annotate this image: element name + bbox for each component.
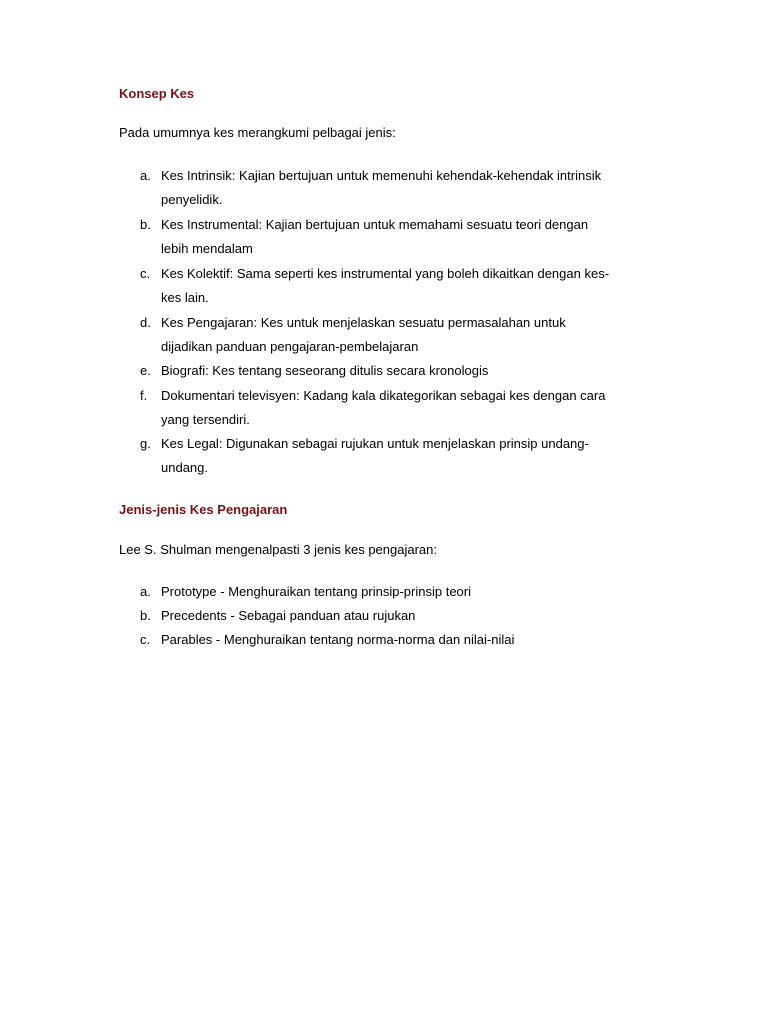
list-item-line: Prototype - Menghuraikan tentang prinsip-prinsip teori bbox=[161, 584, 472, 599]
list-marker: d. bbox=[140, 315, 151, 330]
list-item-text bbox=[161, 311, 651, 359]
list-item-line: Kes Legal: Digunakan sebagai rujukan untuk menjelaskan prinsip undang- bbox=[161, 436, 589, 451]
list-marker: a. bbox=[140, 168, 151, 183]
list-marker: c. bbox=[140, 632, 151, 647]
list-item-line: kes lain. bbox=[161, 290, 209, 305]
list-item-text bbox=[161, 213, 651, 261]
list-item-line: dijadikan panduan pengajaran-pembelajaran bbox=[161, 339, 419, 354]
list-marker: f. bbox=[140, 388, 148, 403]
list-item-line: lebih mendalam bbox=[161, 241, 253, 256]
list-item-line: Kes Kolektif: Sama seperti kes instrumental yang boleh dikaitkan dengan kes- bbox=[161, 266, 610, 281]
list-item-text bbox=[161, 384, 651, 432]
list-marker: a. bbox=[140, 584, 151, 599]
list-item-text bbox=[161, 262, 651, 310]
list-marker: g. bbox=[140, 436, 151, 451]
list-marker: c. bbox=[140, 266, 151, 281]
list-item-text bbox=[161, 628, 651, 652]
section-intro-jenis-kes-pengajaran: Lee S. Shulman mengenalpasti 3 jenis kes pengajaran: bbox=[119, 542, 437, 557]
list-marker: e. bbox=[140, 363, 151, 378]
list-item-line: Parables - Menghuraikan tentang norma-norma dan nilai-nilai bbox=[161, 632, 515, 647]
list-item-line: Kes Pengajaran: Kes untuk menjelaskan sesuatu permasalahan untuk bbox=[161, 315, 566, 330]
list-item-text bbox=[161, 432, 651, 480]
list-item-line: yang tersendiri. bbox=[161, 412, 250, 427]
list-item-line: Precedents - Sebagai panduan atau rujukan bbox=[161, 608, 416, 623]
list-item-text bbox=[161, 604, 651, 628]
list-item-line: Dokumentari televisyen: Kadang kala dikategorikan sebagai kes dengan cara bbox=[161, 388, 606, 403]
list-marker: b. bbox=[140, 608, 151, 623]
section-intro-konsep-kes: Pada umumnya kes merangkumi pelbagai jenis: bbox=[119, 125, 396, 140]
list-item-line: undang. bbox=[161, 460, 208, 475]
list-item-text bbox=[161, 359, 651, 383]
list-item-text bbox=[161, 580, 651, 604]
list-item-text bbox=[161, 164, 651, 212]
list-item-line: Kes Instrumental: Kajian bertujuan untuk memahami sesuatu teori dengan bbox=[161, 217, 589, 232]
list-marker: b. bbox=[140, 217, 151, 232]
list-item-line: Biografi: Kes tentang seseorang ditulis secara kronologis bbox=[161, 363, 489, 378]
list-item-line: Kes Intrinsik: Kajian bertujuan untuk memenuhi kehendak-kehendak intrinsik bbox=[161, 168, 602, 183]
list-item-line: penyelidik. bbox=[161, 192, 223, 207]
section-heading-jenis-kes-pengajaran: Jenis-jenis Kes Pengajaran bbox=[119, 502, 288, 517]
section-heading-konsep-kes: Konsep Kes bbox=[119, 86, 195, 101]
